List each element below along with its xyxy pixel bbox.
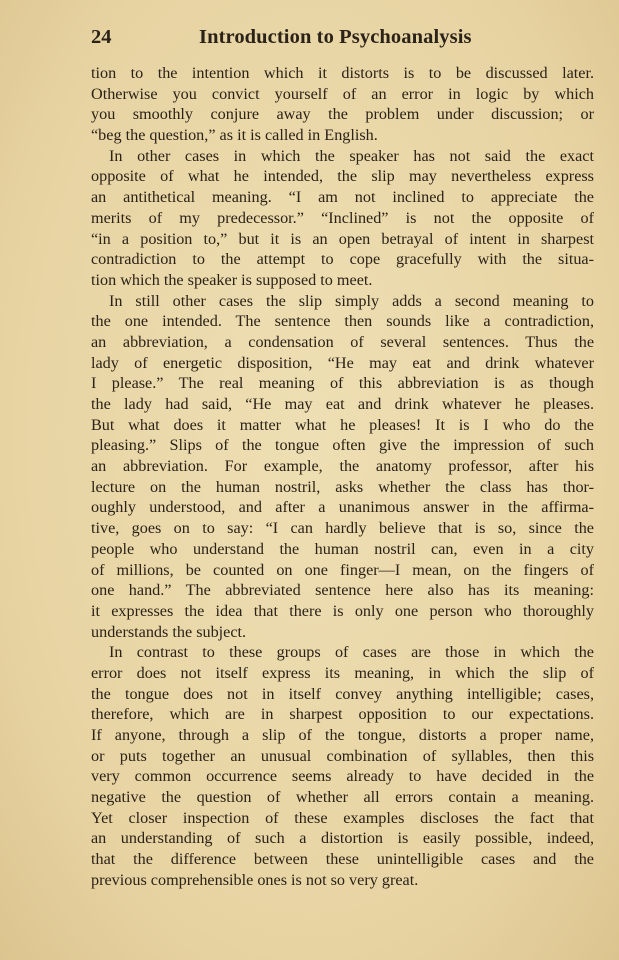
text-line: tion to the intention which it distorts is to be discussed later. bbox=[91, 64, 594, 82]
text-line: But what does it matter what he pleases! It is I who do the bbox=[91, 415, 594, 434]
text-line: very common occurrence seems already to have decided in the bbox=[91, 767, 594, 786]
text-line: In other cases in which the speaker has not said the exact bbox=[109, 146, 594, 165]
text-line: error does not itself express its meaning, in which the slip of bbox=[91, 663, 594, 682]
text-line: or puts together an unusual combination of syllables, then this bbox=[91, 746, 594, 765]
text-line: an abbreviation, a condensation of several sentences. Thus the bbox=[91, 332, 594, 351]
text-line: an understanding of such a distortion is easily possible, indeed, bbox=[91, 829, 594, 848]
text-line: merits of my predecessor.” “Inclined” is not the opposite of bbox=[91, 208, 594, 227]
text-line: an abbreviation. For example, the anatomy professor, after his bbox=[91, 457, 594, 476]
text-line: contradiction to the attempt to cope gracefully with the situa- bbox=[91, 250, 594, 269]
text-line: Yet closer inspection of these examples discloses the fact that bbox=[91, 808, 594, 827]
text-line: In still other cases the slip simply adds a second meaning to bbox=[109, 291, 594, 310]
text-line: tive, goes on to say: “I can hardly believe that is so, since the bbox=[91, 519, 594, 538]
text-line: If anyone, through a slip of the tongue, distorts a proper name, bbox=[91, 726, 594, 744]
text-line: opposite of what he intended, the slip may nevertheless express bbox=[91, 167, 594, 186]
page-header bbox=[91, 26, 594, 52]
text-line: pleasing.” Slips of the tongue often give the impression of such bbox=[91, 436, 594, 455]
text-line: oughly understood, and after a unanimous answer in the affirma- bbox=[91, 498, 594, 517]
text-line: the lady had said, “He may eat and drink whatever he pleases. bbox=[91, 395, 594, 413]
text-line: tion which the speaker is supposed to meet. bbox=[91, 270, 373, 289]
text-line: Otherwise you convict yourself of an error in logic by which bbox=[91, 84, 594, 103]
text-line: people who understand the human nostril can, even in a city bbox=[91, 539, 594, 558]
text-line: an antithetical meaning. “I am not inclined to appreciate the bbox=[91, 188, 594, 207]
text-line: the one intended. The sentence then sounds like a contradiction, bbox=[91, 312, 594, 331]
text-line: lecture on the human nostril, asks whether the class has thor- bbox=[91, 477, 594, 496]
text-line: of millions, be counted on one finger—I mean, on the fingers of bbox=[91, 560, 594, 579]
text-line: understands the subject. bbox=[91, 622, 247, 641]
text-line: I please.” The real meaning of this abbreviation is as though bbox=[91, 374, 594, 393]
text-line: that the difference between these unintelligible cases and the bbox=[91, 850, 594, 869]
text-line: one hand.” The abbreviated sentence here also has its meaning: bbox=[91, 581, 594, 600]
body-text bbox=[91, 63, 594, 891]
text-line: it expresses the idea that there is only one person who thoroughly bbox=[91, 601, 594, 620]
page-number: 24 bbox=[91, 26, 112, 48]
text-line: In contrast to these groups of cases are those in which the bbox=[109, 643, 594, 662]
text-line: therefore, which are in sharpest opposition to our expectations. bbox=[91, 705, 594, 724]
text-line: previous comprehensible ones is not so very great. bbox=[91, 870, 419, 889]
text-line: “in a position to,” but it is an open betrayal of intent in sharpest bbox=[91, 229, 594, 248]
running-head: Introduction to Psychoanalysis bbox=[199, 26, 472, 48]
text-line: negative the question of whether all errors contain a meaning. bbox=[91, 788, 594, 807]
text-line: you smoothly conjure away the problem under discussion; or bbox=[91, 105, 594, 124]
text-line: “beg the question,” as it is called in English. bbox=[91, 126, 378, 145]
text-line: lady of energetic disposition, “He may eat and drink whatever bbox=[91, 353, 594, 372]
text-line: the tongue does not in itself convey anything intelligible; cases, bbox=[91, 684, 594, 703]
